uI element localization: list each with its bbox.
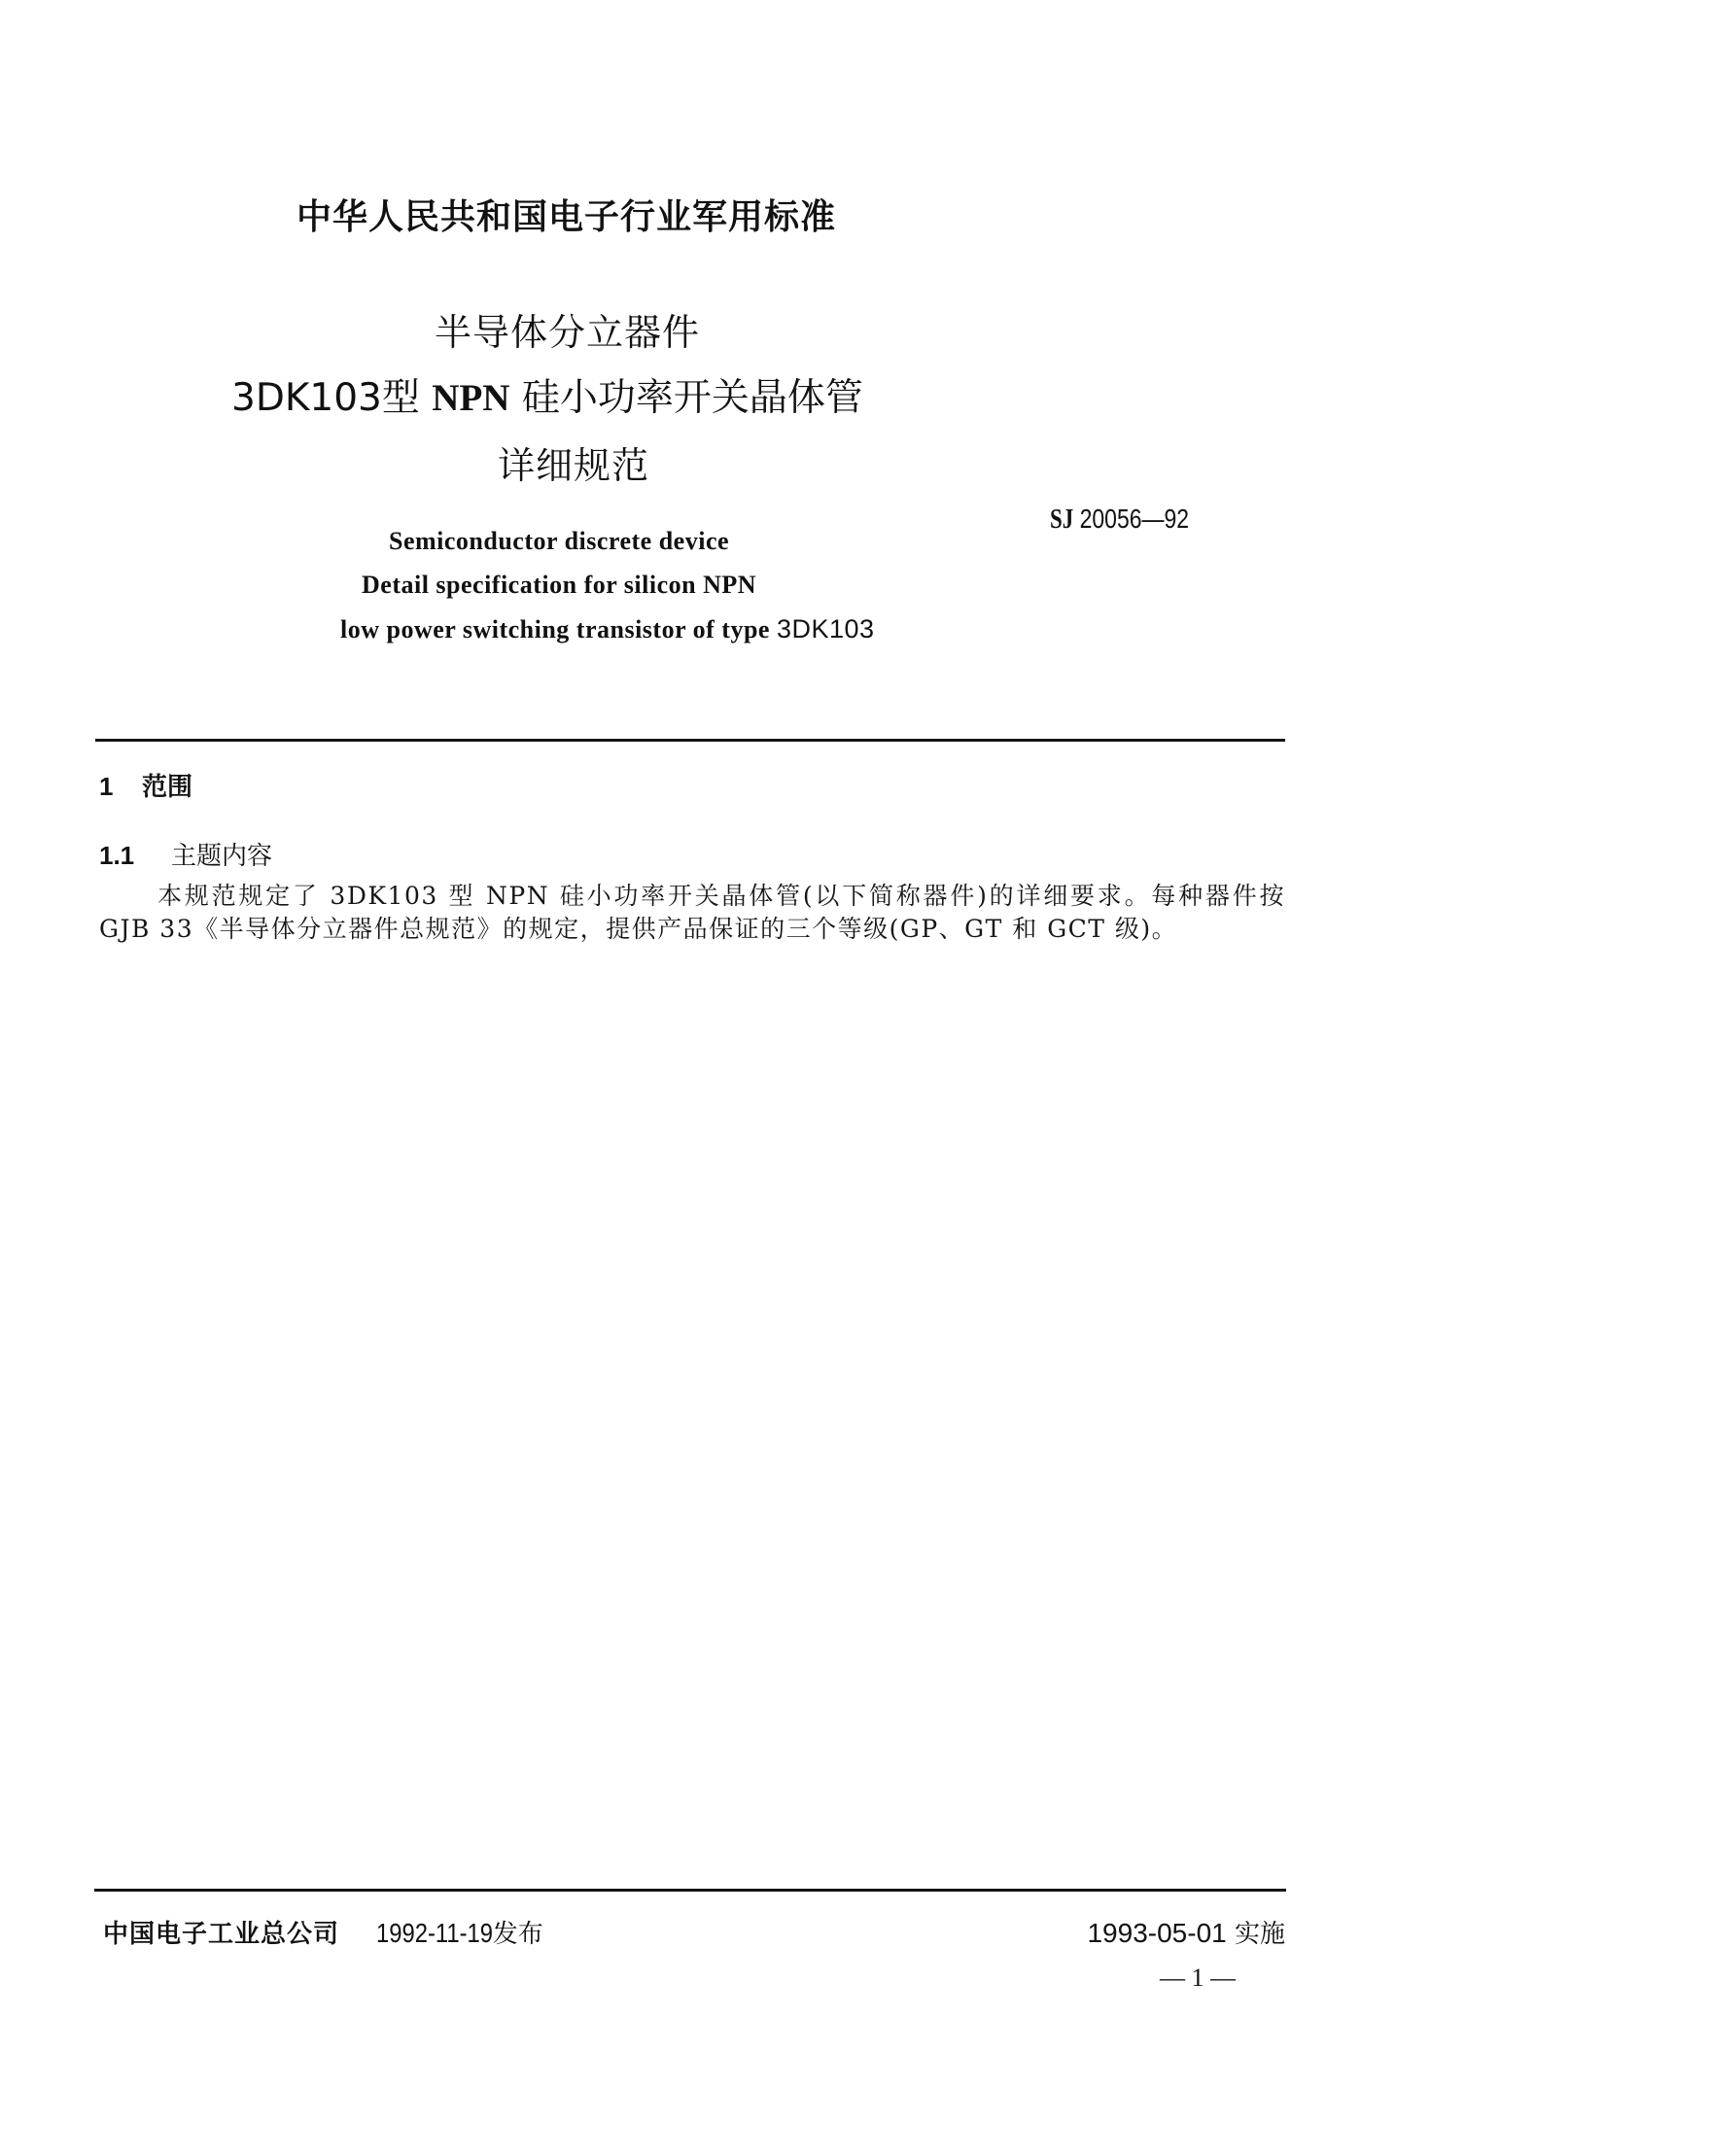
english-title-line-2: Detail specification for silicon NPN	[362, 571, 757, 599]
section-number: 1	[99, 772, 114, 801]
title-line-1: 半导体分立器件	[435, 311, 701, 354]
section-number: 1.1	[99, 841, 135, 870]
standard-prefix: SJ	[1050, 504, 1074, 535]
section-heading-1	[99, 770, 192, 804]
page-number: — 1 —	[1160, 1964, 1236, 1992]
footer-divider	[94, 1889, 1286, 1892]
title-line-3: 详细规范	[498, 444, 650, 487]
title-npn: NPN	[432, 377, 510, 419]
section-heading-1-1	[99, 839, 272, 873]
english-title-text: low power switching transistor of type	[340, 615, 770, 643]
english-title-model: 3DK103	[776, 614, 875, 643]
standard-category-header: 中华人民共和国电子行业军用标准	[297, 197, 837, 237]
standard-code: 20056—92	[1079, 504, 1189, 534]
footer-issue-info	[103, 1919, 543, 1949]
effective-date: 1993-05-01	[1087, 1918, 1227, 1948]
header-divider	[95, 739, 1285, 742]
section-title: 主题内容	[171, 842, 273, 871]
footer-effective-info	[1087, 1919, 1285, 1949]
issue-label: 发布	[492, 1920, 543, 1949]
section-body-paragraph: 本规范规定了 3DK103 型 NPN 硅小功率开关晶体管(以下简称器件)的详细要求。每种器件按 GJB 33《半导体分立器件总规范》的规定，提供产品保证的三个等级(GP、GT 和 GCT 级)。	[99, 882, 1285, 943]
title-type-char: 型	[381, 376, 420, 420]
issue-date: 1992-11-19	[376, 1918, 494, 1948]
effective-label: 实施	[1234, 1920, 1285, 1949]
english-title-line-1: Semiconductor discrete device	[389, 527, 730, 555]
issuer-name: 中国电子工业总公司	[103, 1920, 340, 1949]
title-rest: 硅小功率开关晶体管	[521, 376, 863, 420]
title-model: 3DK103	[231, 376, 382, 420]
section-title: 范围	[142, 773, 193, 802]
standard-number	[1050, 502, 1189, 538]
english-title-line-3	[340, 612, 875, 646]
title-line-2	[231, 373, 863, 424]
